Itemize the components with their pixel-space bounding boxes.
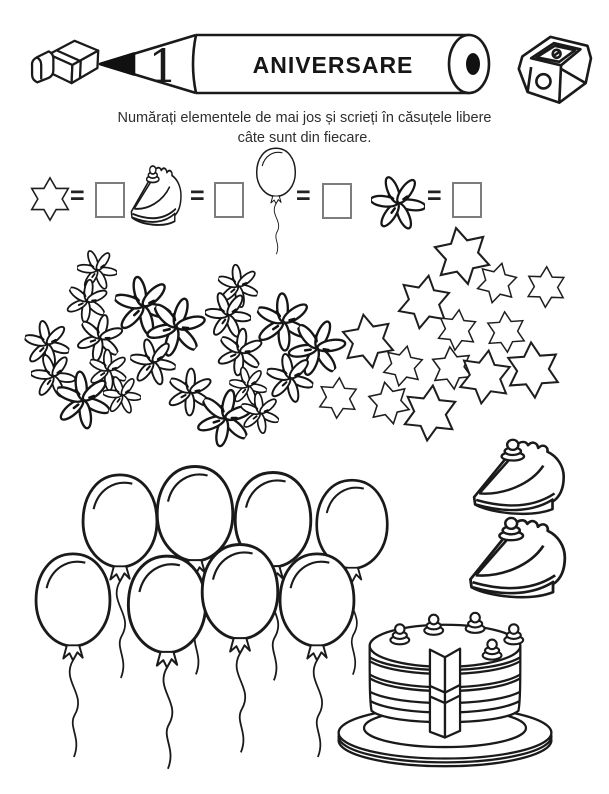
equals-sign: =	[190, 182, 205, 210]
instructions-line2: câte sunt din fiecare.	[237, 130, 372, 147]
pencil-end-dot	[466, 53, 480, 75]
balloon-icon	[128, 556, 205, 769]
instructions	[0, 108, 609, 149]
star-icon	[432, 223, 492, 289]
star-icon	[528, 266, 564, 308]
eraser-icon	[32, 41, 98, 83]
answer-box-star[interactable]	[95, 182, 125, 218]
balloon-icon	[202, 545, 278, 753]
instructions-line1: Numărați elementele de mai jos și scrieți în căsuțele libere	[117, 110, 492, 126]
star-icon	[32, 178, 69, 220]
equals-sign: =	[70, 182, 85, 210]
star-icon	[341, 311, 396, 372]
flower-icon	[76, 250, 117, 291]
cake-slice-icon	[131, 166, 181, 225]
star-icon	[319, 377, 357, 420]
lesson-number: 1	[148, 39, 178, 93]
birthday-cake-icon	[339, 613, 552, 766]
cake-slice-icon	[474, 440, 564, 514]
answer-box-balloon[interactable]	[322, 183, 352, 219]
balloon-icon	[36, 554, 110, 757]
answer-box-flower[interactable]	[452, 182, 482, 218]
star-icon	[403, 383, 456, 443]
scatter-layer	[20, 223, 565, 769]
cake-slice-icon	[470, 518, 564, 597]
star-icon	[367, 378, 412, 427]
balloon-icon	[257, 148, 296, 254]
equals-sign: =	[427, 182, 442, 210]
flower-icon	[370, 176, 426, 231]
sharpener-icon	[519, 37, 591, 103]
star-icon	[507, 341, 558, 399]
star-icon	[487, 311, 525, 354]
page-title: ANIVERSARE	[252, 52, 414, 78]
pencil-tip-icon	[100, 54, 134, 75]
pencil-cone-junction	[193, 35, 196, 93]
equals-sign: =	[296, 182, 311, 210]
answer-box-cake-slice[interactable]	[214, 182, 244, 218]
